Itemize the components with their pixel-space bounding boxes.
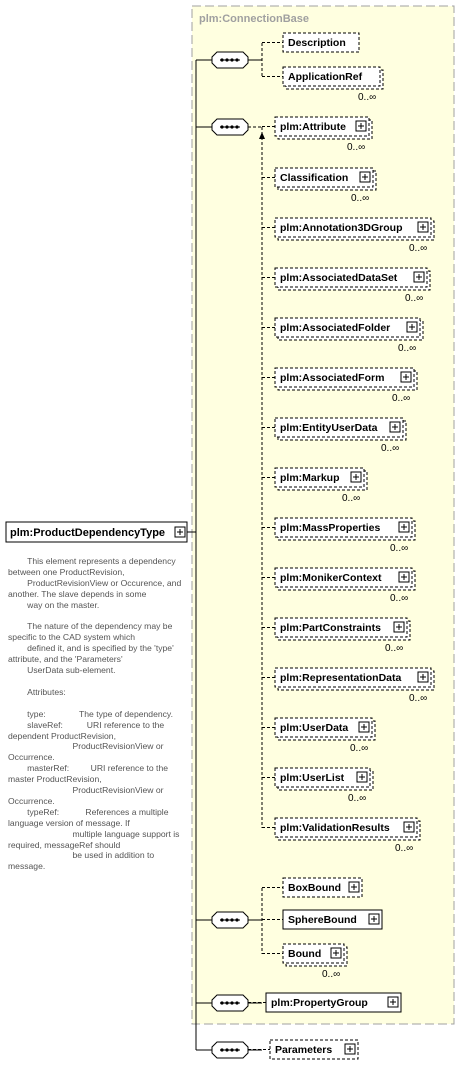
schema-element-label: plm:MonikerContext <box>280 572 382 584</box>
schema-element-label: plm:MassProperties <box>280 522 381 534</box>
schema-element-label: BoxBound <box>288 882 342 894</box>
sequence-compositor[interactable] <box>212 1042 248 1058</box>
schema-element-label: plm:RepresentationData <box>280 672 402 684</box>
schema-element-label: Classification <box>280 172 349 184</box>
cardinality-label: 0..∞ <box>347 142 366 153</box>
expand-icon[interactable] <box>401 372 411 382</box>
cardinality-label: 0..∞ <box>395 843 414 854</box>
schema-element-label: plm:ValidationResults <box>280 822 390 834</box>
expand-icon[interactable] <box>404 822 414 832</box>
sequence-compositor[interactable] <box>212 995 248 1011</box>
cardinality-label: 0..∞ <box>392 393 411 404</box>
schema-element-node[interactable] <box>266 993 401 1012</box>
expand-icon[interactable] <box>414 272 424 282</box>
root-element[interactable] <box>6 522 187 542</box>
cardinality-label: 0..∞ <box>358 92 377 103</box>
root-element-label: plm:ProductDependencyType <box>10 527 166 539</box>
schema-element-label: plm:Markup <box>280 472 340 484</box>
cardinality-label: 0..∞ <box>398 343 417 354</box>
schema-element-label: ApplicationRef <box>288 71 363 83</box>
schema-element-node[interactable] <box>270 1040 358 1059</box>
cardinality-label: 0..∞ <box>409 693 428 704</box>
expand-icon[interactable] <box>356 121 366 131</box>
schema-element-label: plm:EntityUserData <box>280 422 378 434</box>
expand-icon[interactable] <box>388 997 398 1007</box>
schema-element-label: plm:AssociatedForm <box>280 372 385 384</box>
cardinality-label: 0..∞ <box>381 443 400 454</box>
cardinality-label: 0..∞ <box>405 293 424 304</box>
expand-icon[interactable] <box>418 672 428 682</box>
sequence-compositor[interactable] <box>212 912 248 928</box>
schema-element-label: plm:UserData <box>280 722 349 734</box>
schema-element-label: plm:Annotation3DGroup <box>280 222 403 234</box>
root-expand-icon[interactable] <box>175 527 185 537</box>
schema-element-label: plm:AssociatedDataSet <box>280 272 398 284</box>
documentation-text: This element represents a dependency between one ProductRevision, ProductRevisionView or Occurence, and another. The slave depends in some way on the master. The nature of the dependency may be specific to the CAD system which defined it, and is specified by the 'type' attribute, and the 'Parameters' UserData sub-element. Attributes: type: The type of dependency. slaveRef: URI reference to the dependent ProductRevision, ProductRevisionView or Occurrence. masterRef: URI reference to the master ProductRevision, ProductRevisionView or Occurrence. typeRef: References a multiple language version of message. If multiple language support is required, messageRef should be used in addition to message. <box>8 556 182 872</box>
schema-element-node[interactable] <box>283 910 382 929</box>
expand-icon[interactable] <box>390 422 400 432</box>
cardinality-label: 0..∞ <box>350 743 369 754</box>
cardinality-label: 0..∞ <box>385 643 404 654</box>
expand-icon[interactable] <box>357 772 367 782</box>
expand-icon[interactable] <box>349 882 359 892</box>
expand-icon[interactable] <box>418 222 428 232</box>
expand-icon[interactable] <box>360 172 370 182</box>
schema-element-node[interactable] <box>283 33 359 52</box>
expand-icon[interactable] <box>359 722 369 732</box>
schema-element-label: Bound <box>288 948 322 960</box>
connection-base-group <box>192 6 454 1024</box>
schema-element-label: plm:UserList <box>280 772 345 784</box>
expand-icon[interactable] <box>369 914 379 924</box>
schema-element-label: Parameters <box>275 1044 333 1056</box>
cardinality-label: 0..∞ <box>322 969 341 980</box>
expand-icon[interactable] <box>399 572 409 582</box>
expand-icon[interactable] <box>331 948 341 958</box>
cardinality-label: 0..∞ <box>390 543 409 554</box>
expand-icon[interactable] <box>345 1044 355 1054</box>
schema-element-label: plm:PartConstraints <box>280 622 381 634</box>
schema-element-node[interactable] <box>283 878 362 897</box>
sequence-compositor[interactable] <box>212 119 248 135</box>
expand-icon[interactable] <box>399 522 409 532</box>
cardinality-label: 0..∞ <box>390 593 409 604</box>
cardinality-label: 0..∞ <box>351 193 370 204</box>
schema-element-label: plm:PropertyGroup <box>271 997 368 1009</box>
cardinality-label: 0..∞ <box>409 243 428 254</box>
schema-element-label: SphereBound <box>288 914 357 926</box>
sequence-compositor[interactable] <box>212 52 248 68</box>
expand-icon[interactable] <box>407 322 417 332</box>
group-label: plm:ConnectionBase <box>199 13 310 25</box>
schema-element-label: plm:Attribute <box>280 121 346 133</box>
expand-icon[interactable] <box>394 622 404 632</box>
cardinality-label: 0..∞ <box>342 493 361 504</box>
cardinality-label: 0..∞ <box>348 793 367 804</box>
schema-element-label: plm:AssociatedFolder <box>280 322 391 334</box>
expand-icon[interactable] <box>351 472 361 482</box>
schema-element-label: Description <box>288 37 346 49</box>
